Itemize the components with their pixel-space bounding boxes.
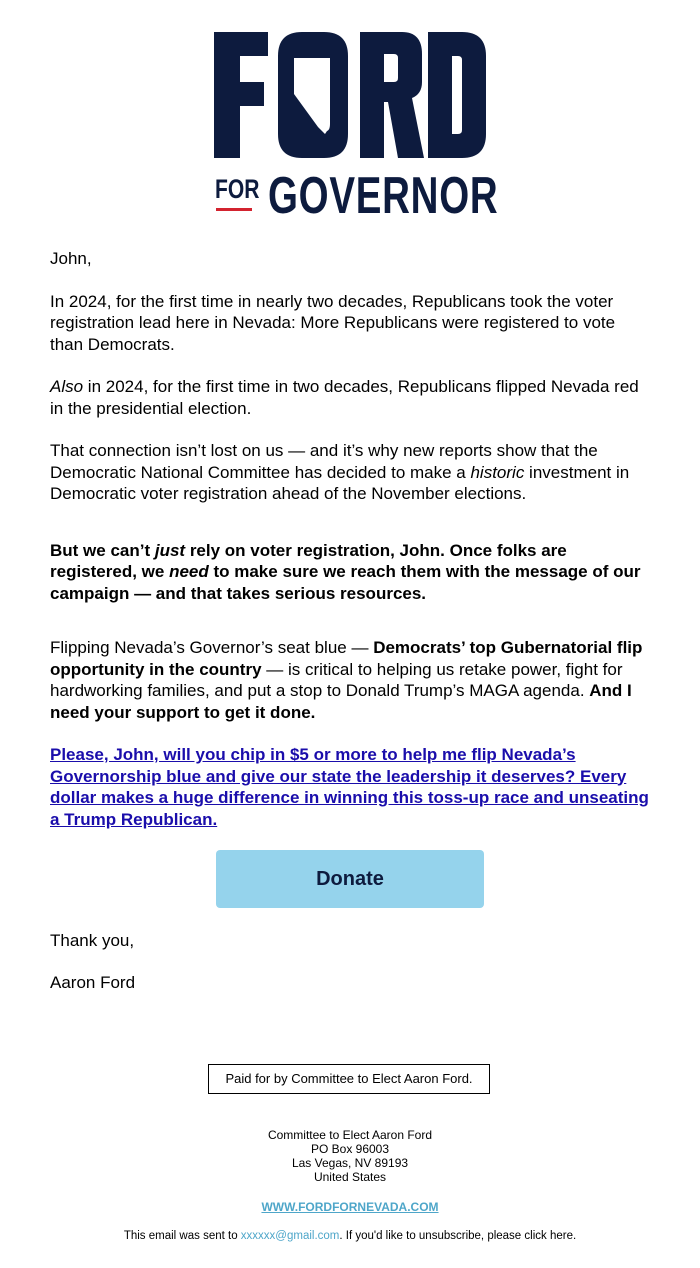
address-line: United States (313, 1170, 387, 1184)
paragraph-also-rest: in 2024, for the first time in two decades, Republicans flipped Nevada red in the presidential election. (50, 377, 639, 418)
signature: Aaron Ford (50, 972, 136, 992)
mailing-address (0, 1128, 700, 1184)
paragraph-flip-bold1: Democrats’ top Gubernatorial flip opportunity in the country (50, 638, 643, 679)
paragraph-resources-a: But we can’t (50, 540, 155, 560)
logo-for-text: FOR (215, 174, 260, 204)
logo-red-underline (216, 208, 252, 211)
thank-you-text: Thank you, (50, 931, 135, 950)
email-body (50, 248, 652, 851)
address-line: Las Vegas, NV 89193 (291, 1156, 409, 1170)
donate-button-container (216, 850, 484, 908)
ford-wordmark-with-nevada-icon (214, 32, 486, 158)
paragraph-registration: In 2024, for the first time in nearly two decades, Republicans took the voter registration lead here in Nevada: More Republicans were registered to vote than Democrats. (50, 291, 616, 354)
ford-for-governor-logo (214, 32, 499, 225)
paragraph-also-em: Also (50, 377, 84, 396)
logo-governor-text: GOVERNOR (268, 167, 499, 225)
donation-ask-link[interactable]: Please, John, will you chip in $5 or more to help me flip Nevada’s Governorship blue and give our state the leadership it deserves? Every dollar makes a huge difference in winning this toss-up race and unseating a Trump Republican. (50, 745, 649, 829)
paragraph-dnc-b: investment in Democratic voter registration ahead of the November elections. (50, 462, 630, 503)
paragraph-flip (50, 637, 652, 723)
paragraph-dnc-em: historic (470, 462, 525, 482)
paragraph-flip-a: Flipping Nevada’s Governor’s seat blue — (50, 638, 374, 657)
paragraph-dnc-a: That connection isn’t lost on us — and it’s why new reports show that the Democratic National Committee has decided to make a (50, 441, 598, 482)
website-row (0, 1200, 700, 1214)
unsubscribe-footer (0, 1230, 700, 1242)
paid-for-disclaimer: Paid for by Committee to Elect Aaron Ford. (208, 1064, 490, 1094)
paragraph-resources-c: to make sure we reach them with the message of our campaign — and that takes serious resources. (50, 562, 641, 603)
signoff (50, 930, 135, 1013)
ask-paragraph (50, 744, 652, 830)
paragraph-dnc (50, 440, 652, 505)
sent-prefix: This email was sent to (123, 1230, 241, 1242)
unsubscribe-text[interactable]: . If you'd like to unsubscribe, please click here. (339, 1230, 577, 1242)
paragraph-flip-bold2: And I need your support to get it done. (50, 681, 632, 722)
website-link[interactable]: WWW.FORDFORNEVADA.COM (261, 1200, 439, 1214)
paragraph-resources-b: rely on voter registration, John. Once folks are registered, we (50, 540, 567, 581)
paragraph-also (50, 376, 652, 419)
paragraph-resources-em1: just (154, 540, 186, 560)
paragraph-resources (50, 540, 652, 605)
recipient-email-link[interactable]: xxxxxx@gmail.com (240, 1230, 340, 1242)
paragraph-resources-em2: need (169, 562, 209, 581)
paragraph-flip-b: — is critical to helping us retake power, fight for hardworking families, and put a stop to Donald Trump’s MAGA agenda. (50, 659, 623, 700)
greeting: John, (50, 249, 92, 268)
address-line: Committee to Elect Aaron Ford (267, 1128, 433, 1142)
address-line: PO Box 96003 (310, 1142, 390, 1156)
donate-button[interactable]: Donate (216, 850, 484, 908)
